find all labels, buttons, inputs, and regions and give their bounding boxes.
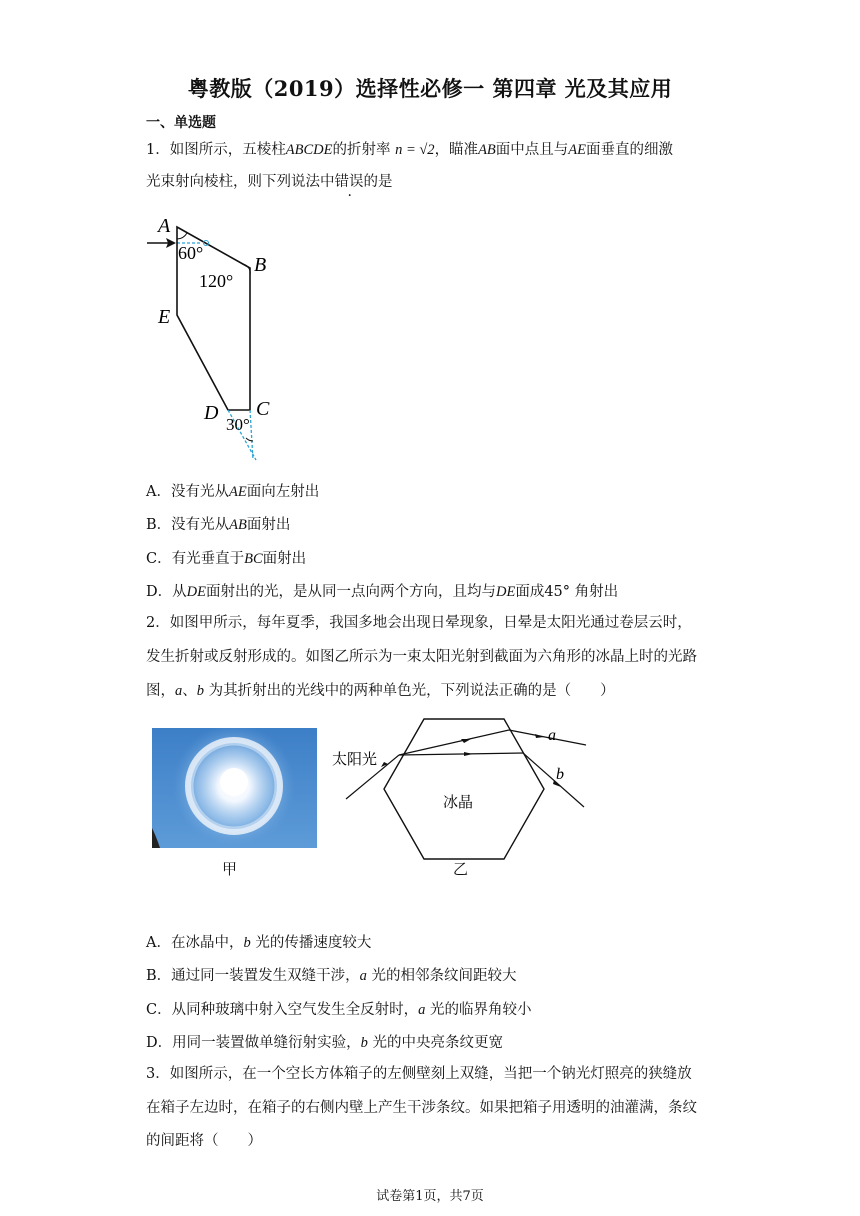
ray-b-label: b <box>556 766 564 783</box>
section-heading: 一、单选题 <box>146 115 216 131</box>
q2-option-c[interactable] <box>146 998 531 1019</box>
angle-arc-b <box>242 264 250 275</box>
q3-number: 3． <box>146 1066 170 1082</box>
option-label: D． <box>146 1035 173 1051</box>
vertex-label-e: E <box>158 306 171 328</box>
option-text: 光的传播速度较大 <box>250 935 372 951</box>
option-text: 没有光从 <box>170 484 229 500</box>
inside-ray-b-arrow <box>464 752 473 756</box>
option-text: 面成45° 角射出 <box>515 584 619 600</box>
option-var: AE <box>228 484 247 500</box>
angle-label-30: 30° <box>226 415 250 434</box>
angle-label-60: 60° <box>178 243 204 263</box>
q2-stem-line1 <box>146 613 692 633</box>
option-text: 用同一装置做单缝衍射实验， <box>172 1035 361 1051</box>
option-text: 有光垂直于 <box>171 551 245 567</box>
option-label: C． <box>146 551 172 567</box>
q2-line3-b: 为其折射出的光线中的两种单色光，下列说法正确的是（ ） <box>204 683 615 699</box>
inside-ray-a-arrow <box>461 739 471 743</box>
option-text: 光的中央亮条纹更宽 <box>367 1035 503 1051</box>
q1-stem-b: 的折射率 <box>332 142 391 158</box>
ice-crystal-figure <box>330 712 600 882</box>
q2-var-a: a <box>175 683 183 699</box>
extension-line-bc <box>250 410 253 460</box>
q3-stem-line3: 的间距将（ ） <box>146 1133 262 1149</box>
q1-stem-d: 面中点且与 <box>495 142 569 158</box>
q2-stem-line3 <box>146 681 615 701</box>
q1-stem-line2 <box>146 172 393 192</box>
q1-refractive-index: n = √2 <box>395 142 435 158</box>
angle-arc-30 <box>246 438 253 441</box>
vertex-label-d: D <box>204 402 219 424</box>
q1-stem-e: 面垂直的细激 <box>586 142 673 158</box>
option-var: DE <box>495 584 516 600</box>
q1-option-b[interactable] <box>146 513 290 534</box>
option-label: A． <box>146 935 171 951</box>
page-footer: 试卷第1页，共7页 <box>376 1189 484 1204</box>
halo-photo <box>152 728 317 848</box>
figure-label-yi: 乙 <box>453 860 469 878</box>
page-title: 粤教版（2019）选择性必修一 第四章 光及其应用 <box>187 76 673 101</box>
q1-line2-b: 的是 <box>363 174 393 190</box>
q1-option-c[interactable] <box>146 547 306 568</box>
option-text: 没有光从 <box>171 517 230 533</box>
option-var: b <box>243 935 251 951</box>
option-label: D． <box>146 584 173 600</box>
option-text: 通过同一装置发生双缝干涉， <box>171 968 360 984</box>
q1-stem-line1 <box>146 140 673 160</box>
option-text: 面射出 <box>262 551 307 567</box>
figure-label-jia: 甲 <box>222 860 238 878</box>
option-text: 在冰晶中， <box>170 935 244 951</box>
option-var: AB <box>229 517 247 533</box>
option-label: B． <box>146 517 172 533</box>
option-text: 面射出的光，是从同一点向两个方向，且均与 <box>205 584 496 600</box>
angle-arc-a <box>177 233 187 239</box>
q1-stem-a: 如图所示，五棱柱 <box>169 142 286 158</box>
q2-sep: 、 <box>182 683 197 699</box>
option-var: a <box>359 968 367 984</box>
option-label: A． <box>146 484 171 500</box>
ice-crystal-label: 冰晶 <box>443 795 474 811</box>
q1-prism-figure <box>140 205 300 470</box>
q2-line1: 如图甲所示，每年夏季，我国多地会出现日晕现象，日晕是太阳光通过卷层云时， <box>169 615 692 631</box>
q1-prism-name: ABCDE <box>285 142 333 158</box>
inside-ray-b <box>399 753 523 755</box>
option-label: C． <box>146 1002 172 1018</box>
q3-line1: 如图所示，在一个空长方体箱子的左侧壁刻上双缝，当把一个钠光灯照亮的狭缝放 <box>169 1066 692 1082</box>
q2-option-b[interactable] <box>146 964 517 985</box>
q3-stem-line1 <box>146 1064 692 1084</box>
option-text: 光的相邻条纹间距较大 <box>366 968 517 984</box>
q2-number: 2． <box>146 615 170 631</box>
option-text: 从同种玻璃中射入空气发生全反射时， <box>171 1002 419 1018</box>
option-var: b <box>360 1035 368 1051</box>
q1-stem-c: ，瞄准 <box>434 142 479 158</box>
option-var: a <box>418 1002 426 1018</box>
q2-option-d[interactable] <box>146 1031 503 1052</box>
option-var: DE <box>186 584 206 600</box>
q2-option-a[interactable] <box>146 931 371 952</box>
q2-line3-a: 图， <box>146 683 175 699</box>
vertex-label-a: A <box>158 215 171 237</box>
q2-var-b: b <box>196 683 204 699</box>
q1-face-ab: AB <box>478 142 496 158</box>
vertex-label-c: C <box>256 398 270 420</box>
q1-line2-a: 光束射向棱柱，则下列说法中 <box>146 174 335 190</box>
q2-stem-line2: 发生折射或反射形成的。如图乙所示为一束太阳光射到截面为六角形的冰晶上时的光路 <box>146 649 697 665</box>
angle-label-120: 120° <box>199 271 234 291</box>
q3-stem-line2: 在箱子左边时，在箱子的右侧内壁上产生干涉条纹。如果把箱子用透明的油灌满，条纹 <box>146 1100 697 1116</box>
sunlight-label: 太阳光 <box>332 752 378 768</box>
q1-face-ae: AE <box>568 142 586 158</box>
q1-option-a[interactable] <box>146 480 319 501</box>
ray-a-label: a <box>548 727 556 744</box>
option-text: 光的临界角较小 <box>425 1002 532 1018</box>
option-var: BC <box>244 551 263 567</box>
option-text: 面射出 <box>246 517 291 533</box>
q1-number: 1． <box>146 142 170 158</box>
option-label: B． <box>146 968 172 984</box>
exit-ray-b <box>523 753 584 807</box>
q1-option-d[interactable] <box>146 580 618 601</box>
option-text: 面向左射出 <box>246 484 320 500</box>
vertex-label-b: B <box>254 254 267 276</box>
option-text: 从 <box>172 584 187 600</box>
q1-emphasis: 错误 <box>334 174 364 190</box>
